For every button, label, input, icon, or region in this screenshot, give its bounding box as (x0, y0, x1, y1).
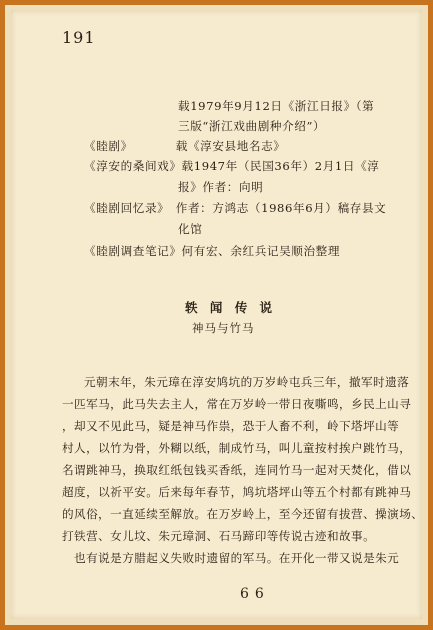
top-page-number: 191 (62, 28, 96, 47)
body-line-2: 一匹军马，此马失去主人，常在万岁岭一带日夜嘶鸣，乡民上山寻 (62, 397, 412, 411)
body-line-3: ，却又不见此马，疑是神马作祟，恐于人畜不利，岭下塔坪山等 (62, 419, 400, 433)
body-line-4: 村人，以竹为骨，外糊以纸，制成竹马，叫儿童按村挨户跳竹马， (62, 441, 412, 455)
section-subtitle: 神马与竹马 (192, 321, 255, 335)
body-line-8: 打铁营、女儿坟、朱元璋洞、石马蹄印等传说古迹和故事。 (62, 529, 376, 543)
ref-4-line-1: 《睦剧回忆录》 作者：方鸿志（1986年6月）稿存县文 (84, 201, 387, 215)
body-line-1: 元朝末年，朱元璋在淳安鸠坑的万岁岭屯兵三年，撤军时遗落 (84, 375, 410, 389)
body-line-6: 超度，以祈平安。后来每年春节，鸠坑塔坪山等五个村都有跳神马 (62, 485, 412, 499)
ref-3-line-1: 《淳安的桑间戏》载1947年（民国36年）2月1日《淳 (84, 159, 380, 173)
section-title: 轶 闻 传 说 (185, 300, 277, 315)
ref-4-line-2: 化馆 (178, 222, 203, 236)
ref-1-line-2: 三版“浙江戏曲剧种介绍”） (178, 119, 326, 133)
body-line-9: 也有说是方腊起义失败时遗留的军马。在开化一带又说是朱元 (62, 551, 400, 565)
bottom-page-number: 66 (240, 586, 270, 602)
body-line-5: 名谓跳神马，换取红纸包钱买香纸，连同竹马一起对天焚化，借以 (62, 463, 412, 477)
body-line-7: 的风俗，一直延续至解放。在万岁岭上，至今还留有拔营、操演场、 (62, 507, 424, 521)
ref-1-line-1: 载1979年9月12日《浙江日报》（第 (178, 99, 375, 113)
ref-5: 《睦剧调查笔记》何有宏、余红兵记吴顺治整理 (84, 244, 341, 258)
ref-2: 《睦剧》 载《淳安县地名志》 (84, 139, 286, 153)
ref-3-line-2: 报》作者：向明 (178, 180, 264, 194)
